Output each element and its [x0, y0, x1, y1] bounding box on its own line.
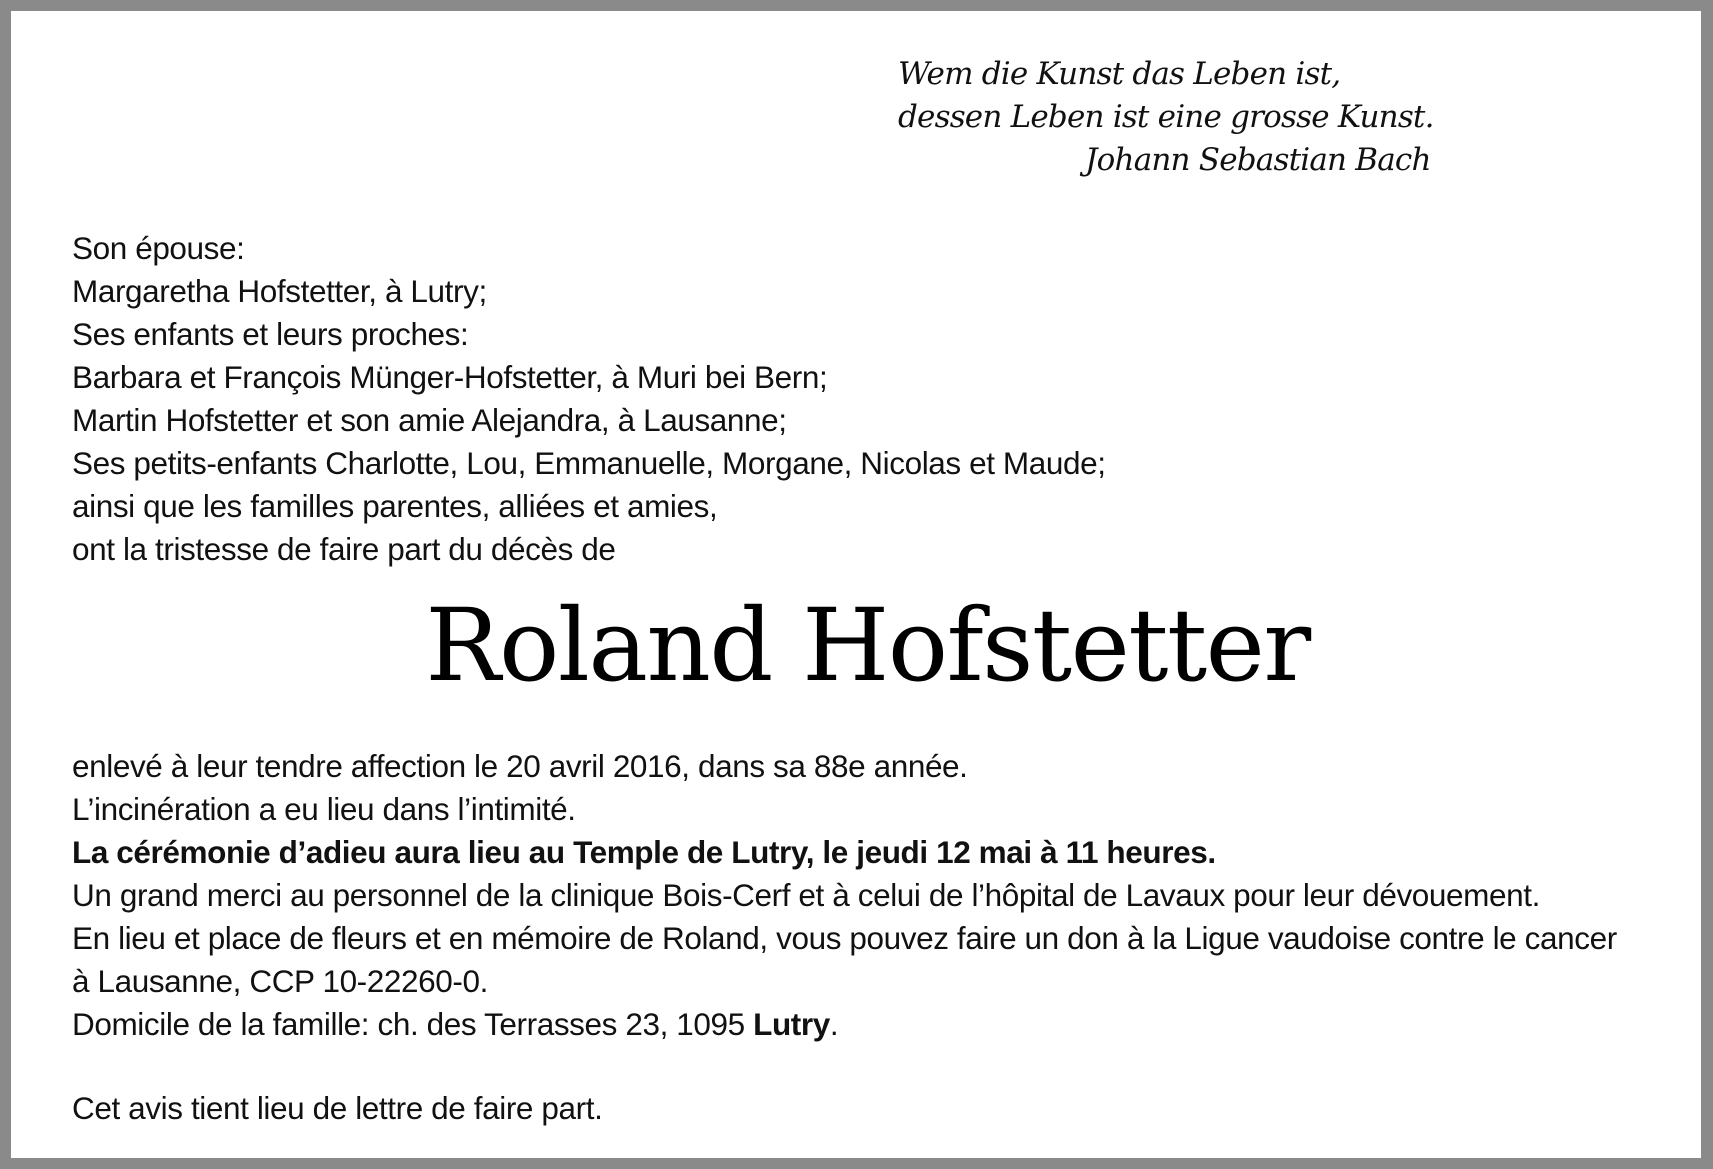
quote-author: Johann Sebastian Bach: [1085, 142, 1431, 178]
quote-line-1: Wem die Kunst das Leben ist,: [898, 56, 1341, 92]
thanks-line: Un grand merci au personnel de la clinique Bois-Cerf et à celui de l’hôpital de Lavaux pour leur dévouement.: [72, 877, 1540, 913]
donation-line: En lieu et place de fleurs et en mémoire de Roland, vous pouvez faire un don à la Ligue vaudoise contre le cancer: [72, 920, 1617, 956]
deceased-name: Roland Hofstetter: [425, 587, 1310, 704]
family-line: Ses enfants et leurs proches:: [72, 316, 469, 352]
family-line: Ses petits-enfants Charlotte, Lou, Emmanuelle, Morgane, Nicolas et Maude;: [72, 445, 1106, 481]
family-line: Margaretha Hofstetter, à Lutry;: [72, 273, 487, 309]
family-line: Barbara et François Münger-Hofstetter, à Muri bei Bern;: [72, 359, 828, 395]
family-line: Martin Hofstetter et son amie Alejandra, à Lausanne;: [72, 402, 787, 438]
obituary-details: [72, 745, 1617, 1046]
quote-line-2: dessen Leben ist eine grosse Kunst.: [898, 99, 1434, 135]
domicile-line: [72, 1003, 1617, 1046]
closing-note: Cet avis tient lieu de lettre de faire part.: [72, 1090, 603, 1126]
ceremony-info: La cérémonie d’adieu aura lieu au Temple de Lutry, le jeudi 12 mai à 11 heures.: [72, 834, 1216, 870]
family-line: ainsi que les familles parentes, alliées et amies,: [72, 488, 718, 524]
domicile-town: Lutry: [753, 1006, 830, 1042]
donation-line: à Lausanne, CCP 10-22260-0.: [72, 963, 488, 999]
epigraph-quote: [898, 53, 1434, 182]
details-line: L’incinération a eu lieu dans l’intimité.: [72, 791, 576, 827]
domicile-address: Domicile de la famille: ch. des Terrasses 23, 1095: [72, 1006, 754, 1042]
family-announcement: [72, 227, 1106, 571]
family-line: ont la tristesse de faire part du décès de: [72, 531, 616, 567]
details-line: enlevé à leur tendre affection le 20 avril 2016, dans sa 88e année.: [72, 748, 968, 784]
domicile-suffix: .: [829, 1006, 839, 1042]
family-line: Son épouse:: [72, 230, 245, 266]
